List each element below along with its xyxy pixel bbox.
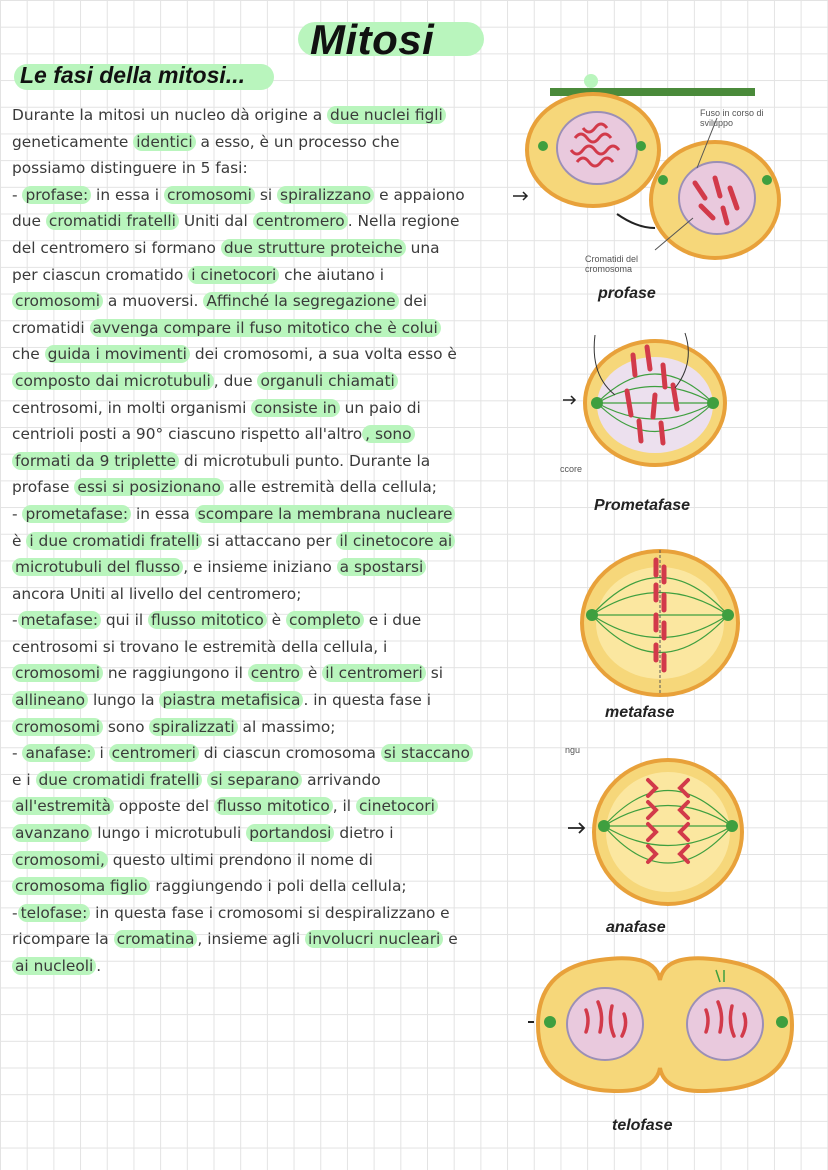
highlighted-text: essi si posizionano	[74, 478, 223, 496]
text-segment: di ciascun cromosoma	[198, 744, 381, 763]
text-segment: e	[443, 930, 458, 949]
text-segment: lungo i microtubuli	[92, 824, 247, 843]
text-segment: opposte del	[113, 797, 215, 816]
highlighted-text: si separano	[207, 771, 302, 789]
text-segment: in essa	[131, 504, 195, 523]
telofase-caption: telofase	[612, 1117, 673, 1134]
text-segment: possiamo distinguere in 5 fasi:	[12, 159, 248, 178]
text-line	[12, 873, 492, 900]
text-segment: , e insieme iniziano	[183, 558, 337, 577]
anafase-fragment-label: ngu	[565, 745, 581, 755]
text-segment: è	[302, 664, 323, 683]
highlighted-text: centro	[248, 664, 303, 682]
text-segment: -	[12, 504, 23, 523]
text-segment: e i	[12, 770, 36, 789]
highlighted-text: profase:	[22, 186, 91, 204]
prometafase-caption: Prometafase	[594, 497, 691, 514]
text-segment: è	[266, 611, 287, 630]
highlighted-text: centromeri	[109, 744, 199, 762]
text-segment: ancora Uniti al livello del centromero;	[12, 584, 302, 603]
text-segment: per ciascun cromatido	[12, 265, 189, 284]
text-segment: centrosomi si trovano le estremità della cellula, i	[12, 637, 388, 656]
notes-body	[12, 102, 492, 980]
text-line	[12, 740, 492, 767]
text-segment: e appaiono	[374, 185, 465, 204]
text-segment: raggiungendo i poli della cellula;	[150, 877, 407, 896]
highlighted-text: cinetocori	[356, 797, 438, 815]
text-line	[12, 767, 492, 794]
highlighted-text: cromosomi	[164, 186, 255, 204]
chromatids-label: Cromatidi del cromosoma	[585, 254, 639, 274]
highlighted-text: a spostarsi	[337, 558, 427, 576]
text-segment: i	[94, 744, 109, 763]
text-segment: un paio di	[339, 398, 421, 417]
page-title: Mitosi	[310, 16, 435, 63]
highlighted-text: microtubuli del flusso	[12, 558, 183, 576]
text-segment: . in questa fase i	[303, 691, 432, 710]
text-segment: si	[254, 185, 278, 204]
highlighted-text: cromosomi	[12, 718, 103, 736]
text-line	[12, 687, 492, 714]
text-segment: questo ultimi prendono il nome di	[107, 850, 373, 869]
text-line	[12, 474, 492, 501]
text-line	[12, 793, 492, 820]
text-line	[12, 395, 492, 422]
text-line	[12, 315, 492, 342]
prometafase-fragment-label: ccore	[560, 464, 583, 474]
text-segment: due	[12, 212, 46, 231]
highlighted-text: organuli chiamati	[257, 372, 397, 390]
highlighted-text: anafase:	[22, 744, 94, 762]
highlighted-text: Affinché la segregazione	[203, 292, 398, 310]
text-segment: a muoversi.	[102, 292, 204, 311]
text-segment: a esso, è un processo che	[195, 132, 400, 151]
highlighted-text: allineano	[12, 691, 88, 709]
highlighted-text: cromatidi fratelli	[46, 212, 179, 230]
text-line	[12, 953, 492, 980]
spindle-label: Fuso in corso di sviluppo	[700, 108, 764, 128]
text-line	[12, 634, 492, 661]
highlighted-text: cromosoma figlio	[12, 877, 150, 895]
text-segment: Uniti dal	[178, 212, 253, 231]
highlighted-text: si staccano	[381, 744, 473, 762]
text-line	[12, 501, 492, 528]
text-segment: Durante la mitosi un nucleo dà origine a	[12, 106, 328, 124]
prometafase-diagram	[555, 325, 735, 480]
text-segment: -	[12, 185, 23, 204]
highlighted-text: all'estremità	[12, 797, 114, 815]
highlighted-text: involucri nucleari	[305, 930, 443, 948]
highlighted-text: flusso mitotico	[214, 797, 333, 815]
text-segment: lungo la	[88, 691, 160, 710]
highlighted-text: flusso mitotico	[148, 611, 267, 629]
profase-caption: profase	[598, 285, 656, 302]
highlighted-text: identici	[133, 133, 195, 151]
text-segment: dietro i	[334, 824, 394, 843]
text-segment: si attaccano per	[202, 531, 337, 550]
highlighted-text: spiralizzano	[277, 186, 374, 204]
text-line	[12, 341, 492, 368]
telofase-diagram	[520, 950, 800, 1100]
text-line	[12, 262, 492, 289]
highlighted-text: il cinetocore ai	[336, 532, 455, 550]
page-title-highlight	[298, 16, 484, 63]
highlighted-text: centromero	[253, 212, 348, 230]
text-segment: , insieme agli	[197, 930, 305, 949]
text-line	[12, 528, 492, 555]
text-segment: , due	[213, 371, 258, 390]
text-segment: .	[96, 957, 102, 975]
text-segment: centrioli posti a 90° ciascuno rispetto all'altro	[12, 425, 363, 444]
text-segment: dei cromosomi, a sua volta esso è	[189, 345, 457, 364]
text-line	[12, 421, 492, 448]
text-segment: qui il	[101, 611, 149, 630]
text-segment: una	[405, 238, 440, 257]
highlighted-text: due strutture proteiche	[221, 239, 406, 257]
text-segment: -	[12, 744, 23, 763]
text-line	[12, 660, 492, 687]
text-segment: cromatidi	[12, 318, 90, 337]
text-segment: , il	[332, 797, 356, 816]
highlighted-text: piastra metafisica	[159, 691, 303, 709]
highlighted-text: guida i movimenti	[45, 345, 190, 363]
text-segment: geneticamente	[12, 132, 134, 151]
text-line	[12, 847, 492, 874]
highlighted-text: due nuclei figli	[327, 106, 446, 124]
text-segment: profase	[12, 478, 75, 497]
text-line	[12, 581, 492, 608]
metafase-caption: metafase	[605, 704, 675, 721]
highlighted-text: consiste in	[251, 399, 339, 417]
highlighted-text: avanzano	[12, 824, 92, 842]
text-segment: alle estremità della cellula;	[223, 478, 437, 497]
text-line	[12, 129, 492, 156]
highlighted-text: , sono	[362, 425, 414, 443]
text-line	[12, 288, 492, 315]
highlighted-text: metafase:	[18, 611, 101, 629]
text-line	[12, 235, 492, 262]
highlighted-text: portandosi	[246, 824, 334, 842]
highlighted-text: i cinetocori	[188, 266, 279, 284]
text-segment: . Nella regione	[347, 212, 460, 231]
text-segment: si	[425, 664, 444, 683]
text-line	[12, 155, 492, 182]
text-segment: ne raggiungono il	[102, 664, 248, 683]
anafase-diagram	[560, 740, 750, 915]
text-segment: -	[12, 611, 18, 630]
text-segment: al massimo;	[237, 717, 336, 736]
highlighted-text: cromosomi	[12, 292, 103, 310]
highlighted-text: cromosomi,	[12, 851, 108, 869]
highlighted-text: prometafase:	[22, 505, 131, 523]
highlighted-text: avvenga compare il fuso mitotico che è colui	[90, 319, 441, 337]
text-segment: centrosomi, in molti organismi	[12, 398, 252, 417]
anafase-caption: anafase	[606, 919, 666, 936]
section-title: Le fasi della mitosi...	[20, 62, 245, 88]
highlighted-text: completo	[286, 611, 364, 629]
highlighted-text: scompare la membrana nucleare	[195, 505, 456, 523]
highlighted-text: cromosomi	[12, 664, 103, 682]
text-line	[12, 714, 492, 741]
highlighted-text: cromatina	[114, 930, 198, 948]
highlighted-text: i due cromatidi fratelli	[26, 532, 202, 550]
highlighted-text: ai nucleoli	[12, 957, 96, 975]
text-segment: ricompare la	[12, 930, 114, 949]
text-line	[12, 368, 492, 395]
text-line	[12, 554, 492, 581]
text-segment: dei	[398, 292, 428, 311]
highlighted-text: due cromatidi fratelli	[36, 771, 203, 789]
text-segment: è	[12, 531, 27, 550]
text-segment: di microtubuli punto. Durante la	[179, 451, 431, 470]
text-segment: -	[12, 903, 18, 922]
text-segment: arrivando	[302, 770, 381, 789]
text-line	[12, 102, 492, 129]
text-segment: che aiutano i	[279, 265, 385, 284]
text-segment: in questa fase i cromosomi si despiralizzano e	[90, 903, 450, 922]
text-line	[12, 607, 492, 634]
text-line	[12, 208, 492, 235]
text-line	[12, 820, 492, 847]
highlighted-text: formati da 9 triplette	[12, 452, 179, 470]
decoration-dot	[584, 74, 598, 88]
highlighted-text: il centromeri	[322, 664, 426, 682]
text-line	[12, 448, 492, 475]
text-line	[12, 182, 492, 209]
text-segment: e i due	[363, 611, 422, 630]
text-line	[12, 926, 492, 953]
metafase-diagram	[580, 545, 745, 705]
highlighted-text: telofase:	[18, 904, 91, 922]
highlighted-text: spiralizzati	[149, 718, 237, 736]
highlighted-text: composto dai microtubuli	[12, 372, 214, 390]
text-segment: del centromero si formano	[12, 238, 221, 257]
text-segment: che	[12, 345, 45, 364]
text-line	[12, 900, 492, 927]
text-segment: sono	[102, 717, 150, 736]
text-segment: in essa i	[91, 185, 164, 204]
